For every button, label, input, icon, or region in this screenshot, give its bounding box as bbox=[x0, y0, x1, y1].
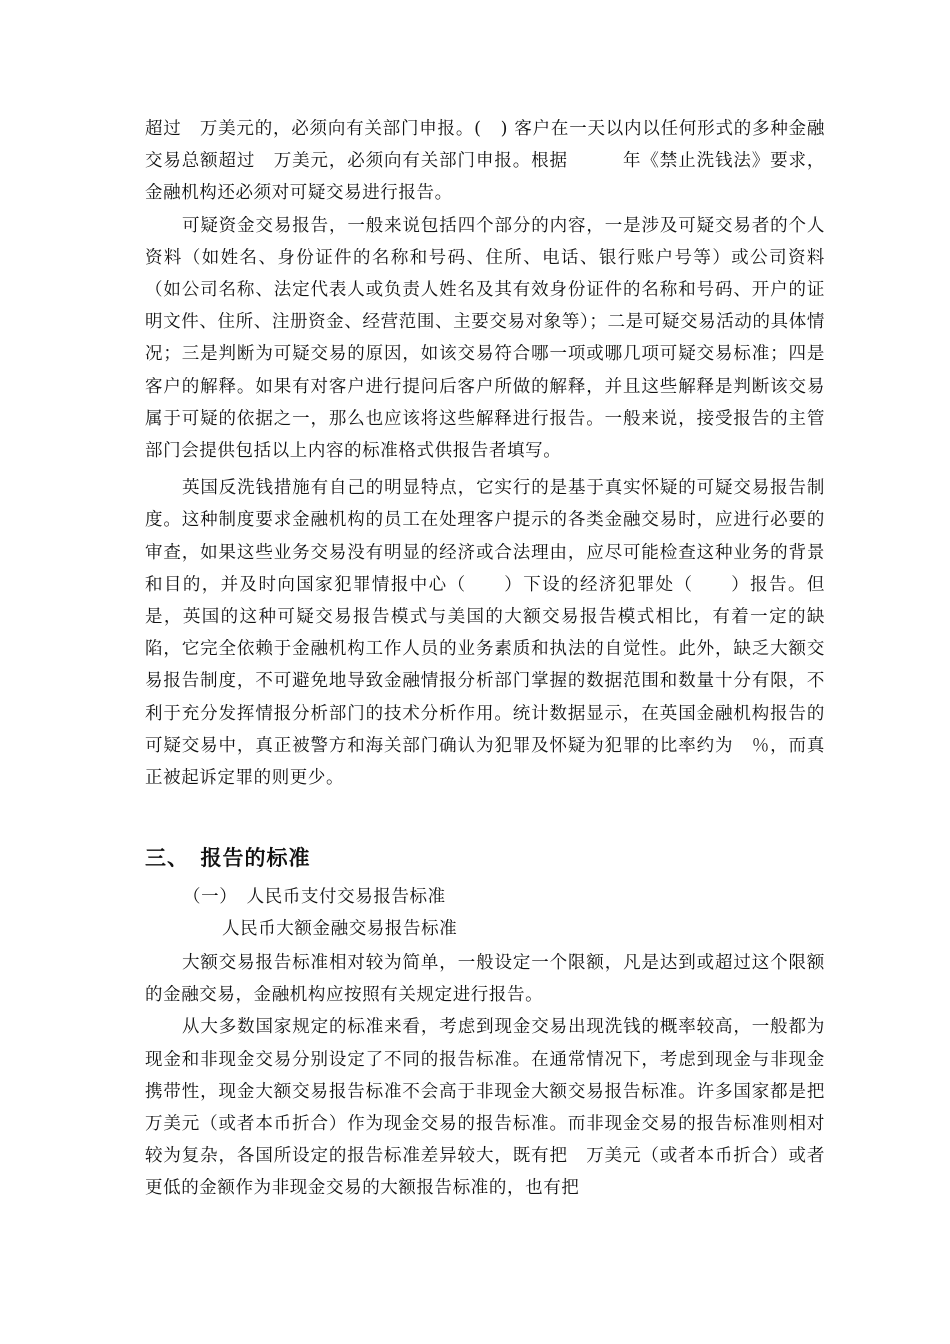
body-text-top bbox=[145, 113, 825, 794]
paragraph-country-standards: 从大多数国家规定的标准来看，考虑到现金交易出现洗钱的概率较高，一般都为现金和非现金交易分别设定了不同的报告标准。在通常情况下，考虑到现金与非现金携带性，现金大额交易报告标准不会高于非现金大额交易报告标准。许多国家都是把 万美元（或者本币折合）作为现金交易的报告标准。而非现金交易的报告标准则相对较为复杂，各国所设定的报告标准差异较大，既有把 万美元（或者本币折合）或者更低的金额作为非现金交易的大额报告标准的，也有把 bbox=[145, 1017, 844, 1199]
paragraph-large-transaction-standard: 大额交易报告标准相对较为简单，一般设定一个限额，凡是达到或超过这个限额的金融交易，金融机构应按照有关规定进行报告。 bbox=[145, 953, 825, 1006]
paragraph-reporting-requirement: 超过 万美元的，必须向有关部门申报。( ) 客户在一天以内以任何形式的多种金融交易总额超过 万美元，必须向有关部门申报。根据 年《禁止洗钱法》要求，金融机构还必须对可疑交易进行报告。 bbox=[145, 119, 825, 204]
body-text-bottom bbox=[145, 947, 844, 1205]
subheading-rmb-large-transaction: 人民币大额金融交易报告标准 bbox=[222, 919, 458, 939]
paragraph-suspicious-report-content: 可疑资金交易报告，一般来说包括四个部分的内容，一是涉及可疑交易者的个人资料（如姓名、身份证件的名称和号码、住所、电话、银行账户号等）或公司资料（如公司名称、法定代表人或负责人姓名及其有效身份证件的名称和号码、开户的证明文件、住所、注册资金、经营范围、主要交易对象等）；二是可疑交易活动的具体情况；三是判断为可疑交易的原因，如该交易符合哪一项或哪几项可疑交易标准；四是客户的解释。如果有对客户进行提问后客户所做的解释，并且这些解释是判断该交易属于可疑的依据之一，那么也应该将这些解释进行报告。一般来说，接受报告的主管部门会提供包括以上内容的标准格式供报告者填写。 bbox=[145, 215, 825, 462]
section-heading: 三、 报告的标准 bbox=[145, 846, 311, 870]
paragraph-uk-measures: 英国反洗钱措施有自己的明显特点，它实行的是基于真实怀疑的可疑交易报告制度。这种制度要求金融机构的员工在处理客户提示的各类金融交易时，应进行必要的审查，如果这些业务交易没有明显的经济或合法理由，应尽可能检查这种业务的背景和目的，并及时向国家犯罪情报中心（ ）下设的经济犯罪处（ ）报告。但是，英国的这种可疑交易报告模式与美国的大额交易报告模式相比，有着一定的缺陷，它完全依赖于金融机构工作人员的业务素质和执法的自觉性。此外，缺乏大额交易报告制度，不可避免地导致金融情报分析部门掌握的数据范围和数量十分有限，不利于充分发挥情报分析部门的技术分析作用。统计数据显示，在英国金融机构报告的可疑交易中，真正被警方和海关部门确认为犯罪及怀疑为犯罪的比率约为 ％，而真正被起诉定罪的则更少。 bbox=[145, 478, 825, 789]
subheading-rmb-payment: （一） 人民币支付交易报告标准 bbox=[183, 887, 446, 907]
